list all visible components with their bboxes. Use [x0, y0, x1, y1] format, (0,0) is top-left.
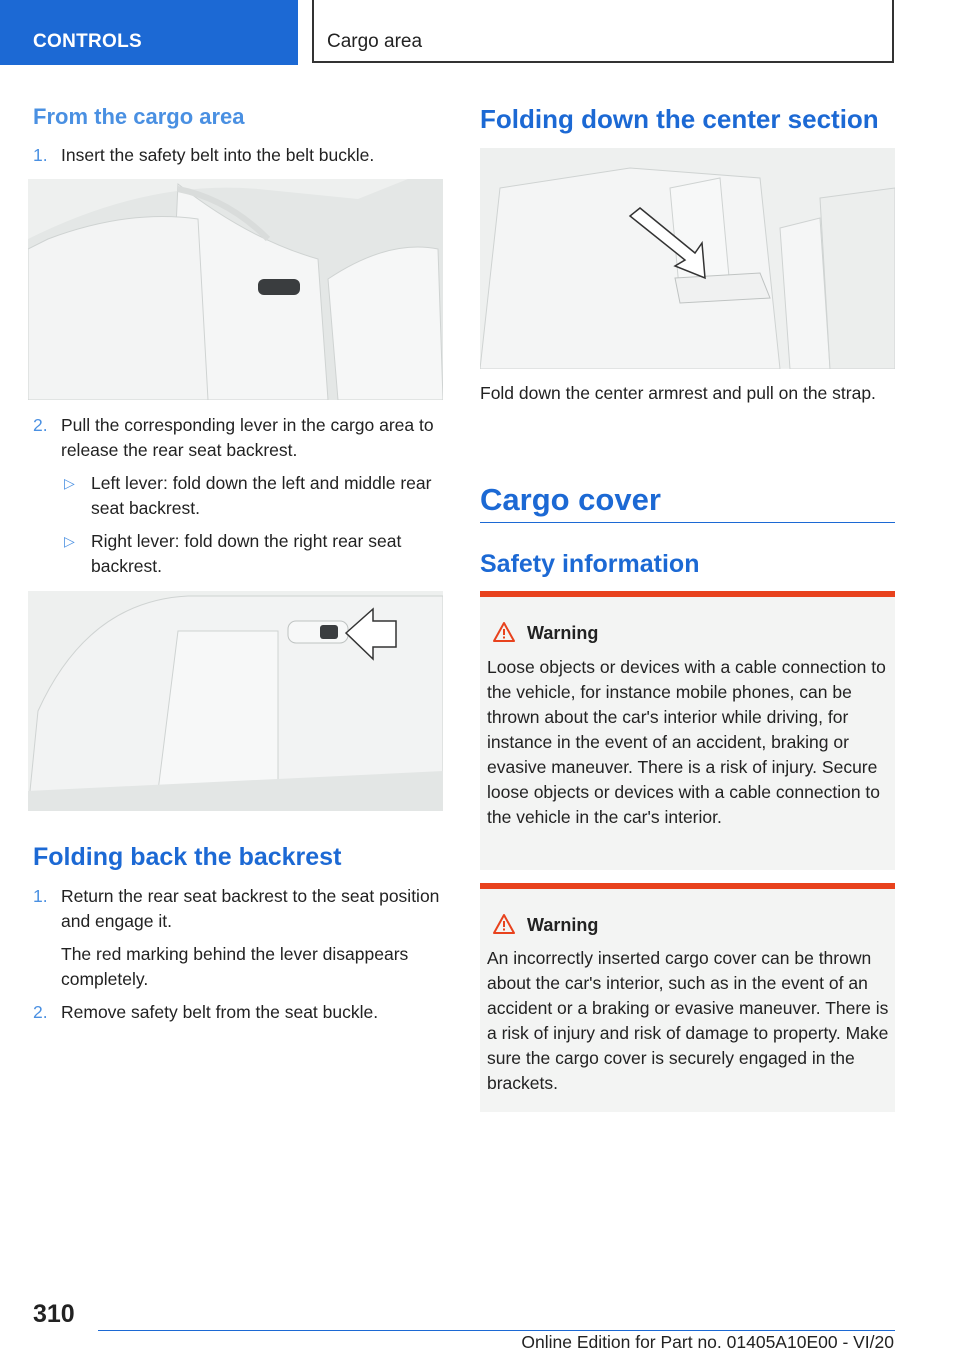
warning-triangle-icon [492, 621, 516, 643]
step-item [33, 1000, 445, 1025]
heading-safety-information: Safety information [480, 550, 700, 578]
bullet-text: Left lever: fold down the left and middle rear seat backrest. [91, 473, 432, 518]
left-column-top [33, 104, 445, 168]
step-number: 2. [33, 1002, 48, 1022]
chapter-heading-cargo-cover: Cargo cover [480, 482, 661, 517]
left-column-bottom [33, 843, 445, 1025]
chapter-rule [480, 522, 895, 523]
warning-text: Loose objects or devices with a cable connection to the vehicle, for instance mobile phones, can be thrown about the car's interior while driving, for instance in the event of an accident, braking or evasive maneuver. There is a risk of injury. Secure loose objects or devices with a cable connection to the vehicle in the car's interior. [487, 657, 886, 827]
center-section-instruction: Fold down the center armrest and pull on the strap. [480, 383, 876, 403]
step-note [33, 942, 445, 992]
step-note-text: The red marking behind the lever disappears completely. [61, 944, 409, 989]
left-column-mid [33, 413, 445, 579]
bullet-item [33, 471, 445, 521]
warning-heading [492, 913, 599, 940]
step-text: Return the rear seat backrest to the seat position and engage it. [61, 886, 440, 931]
center-armrest-illustration [480, 148, 895, 369]
section-label: CONTROLS [33, 31, 143, 52]
triangle-bullet-icon: ▷ [64, 533, 75, 549]
step-text: Pull the corresponding lever in the cargo area to release the rear seat backrest. [61, 415, 434, 460]
step-text: Insert the safety belt into the belt buckle. [61, 145, 375, 165]
step-number: 1. [33, 145, 48, 165]
step-item [33, 884, 445, 934]
step-number: 2. [33, 415, 48, 435]
warning-box [480, 591, 895, 870]
footer-rule [98, 1330, 895, 1331]
warning-title: Warning [527, 623, 599, 643]
heading-from-cargo-area: From the cargo area [33, 104, 245, 129]
step-number: 1. [33, 886, 48, 906]
topic-label: Cargo area [327, 31, 423, 52]
rear-seat-belt-illustration [28, 179, 443, 400]
page-number: 310 [33, 1300, 75, 1328]
step-item [33, 413, 445, 463]
warning-heading [492, 621, 599, 648]
warning-title: Warning [527, 915, 599, 935]
warning-triangle-icon [492, 913, 516, 935]
edition-text: Online Edition for Part no. 01405A10E00 - VI/20 [521, 1332, 894, 1352]
bullet-item [33, 529, 445, 579]
cargo-area-lever-illustration [28, 591, 443, 811]
step-item [33, 143, 445, 168]
warning-box [480, 883, 895, 1112]
triangle-bullet-icon: ▷ [64, 475, 75, 491]
warning-text: An incorrectly inserted cargo cover can be thrown about the car's interior, such as in the event of an accident or a braking or evasive maneuver. There is a risk of injury and risk of damage to property. Make sure the cargo cover is securely engaged in the brackets. [487, 948, 889, 1093]
heading-folding-back: Folding back the backrest [33, 843, 342, 871]
topic-header [312, 0, 894, 63]
section-tab [0, 0, 298, 65]
step-text: Remove safety belt from the seat buckle. [61, 1002, 379, 1022]
heading-folding-center: Folding down the center section [480, 104, 879, 134]
bullet-text: Right lever: fold down the right rear seat backrest. [91, 531, 402, 576]
